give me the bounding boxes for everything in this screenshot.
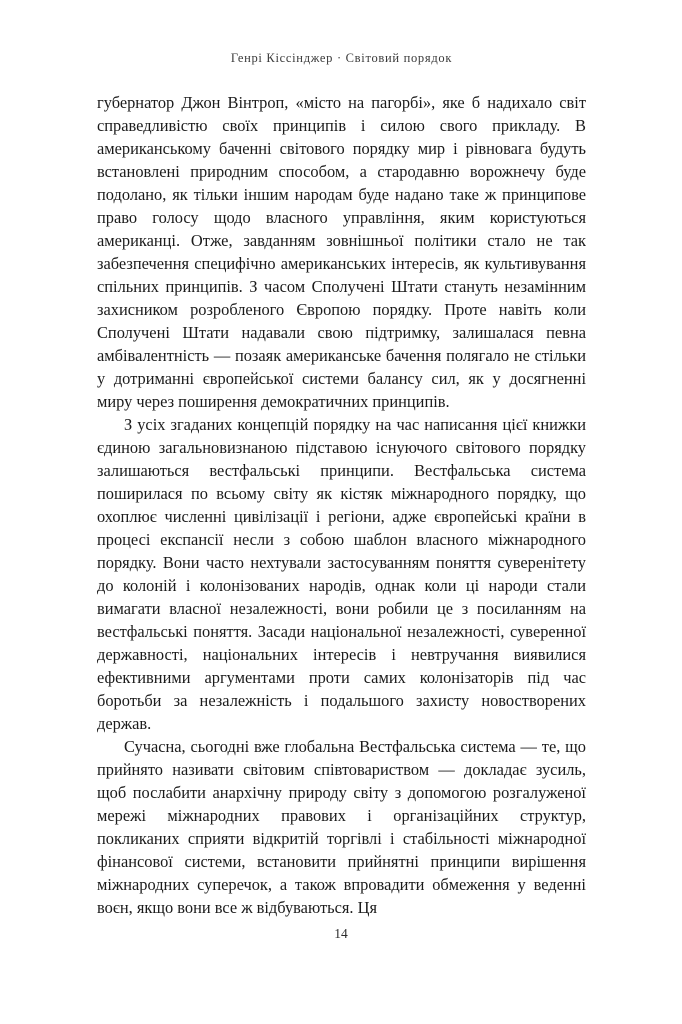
running-header: Генрі Кіссінджер · Світовий порядок (230, 51, 453, 65)
paragraph: З усіх згаданих концепцій порядку на час написання цієї книжки єдиною загальновизнаною підставою існуючого світового порядку залишаються вестфальські принципи. Вестфальська система поширилася по всьому світу як кістяк міжнародного порядку, що охоплює численні цивілізації і регіони, адже європейські країни в процесі експансії несли з собою шаблон власного міжнародного порядку. Вони часто нехтували застосуванням поняття суверенітету до колоній і колонізованих народів, однак коли ці народи стали вимагати власної незалежності, вони робили це з посиланням на вестфальські поняття. Засади національної незалежності, суверенної державності, національних інтересів і невтручання виявилися ефективними аргументами проти самих колонізаторів під час боротьби за незалежність і подальшого захисту новостворених держав. (97, 415, 586, 733)
paragraph-continuation: губернатор Джон Вінтроп, «місто на пагорбі», яке б надихало світ справедливістю своїх принципів і силою свого прикладу. В американському баченні світового порядку мир і рівновага будуть встановлені природним способом, а стародавню ворожнечу буде подолано, як тільки іншим народам буде надано таке ж принципове право голосу щодо власного управління, яким користуються американці. Отже, завданням зовнішньої політики стало не так забезпечення специфічно американських інтересів, як культивування спільних принципів. З часом Сполучені Штати стануть незамінним захисником розробленого Європою порядку. Проте навіть коли Сполучені Штати надавали свою підтримку, залишалася певна амбівалентність — позаяк американське бачення полягало не стільки у дотриманні європейської системи балансу сил, як у досягненні миру через поширення демократичних принципів. (97, 93, 586, 411)
paragraph: Сучасна, сьогодні вже глобальна Вестфальська система — те, що прийнято називати світовим співтовариством — докладає зусиль, щоб послабити анархічну природу світу з допомогою розгалуженої мережі міжнародних правових і організаційних структур, покликаних сприяти відкритій торгівлі і стабільності міжнародної фінансової системи, встановити прийнятні принципи вирішення міжнародних суперечок, а також впровадити обмеження у веденні воєн, якщо вони все ж відбуваються. Ця (97, 737, 586, 917)
body-text (97, 91, 586, 919)
page-number: 14 (334, 926, 348, 941)
